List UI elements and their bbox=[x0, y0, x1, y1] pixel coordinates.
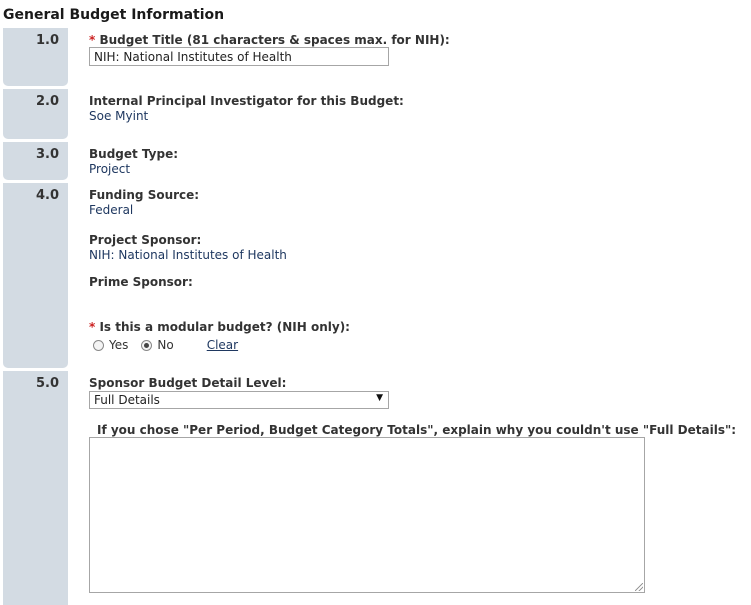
funding-source-label: Funding Source: bbox=[89, 188, 200, 202]
modular-budget-label bbox=[89, 320, 350, 334]
section-title: General Budget Information bbox=[3, 7, 225, 23]
budget-title-input[interactable]: NIH: National Institutes of Health bbox=[89, 47, 389, 66]
project-sponsor-label: Project Sponsor: bbox=[89, 233, 202, 247]
resize-grip-icon[interactable] bbox=[635, 583, 643, 591]
modular-clear-link[interactable]: Clear bbox=[206, 338, 239, 352]
budget-title-label bbox=[89, 33, 450, 47]
explain-label: If you chose "Per Period, Budget Category Totals", explain why you couldn't use "Full Details": bbox=[97, 423, 737, 437]
modular-yes-radio[interactable] bbox=[93, 340, 104, 351]
investigator-value: Soe Myint bbox=[89, 109, 149, 123]
investigator-label: Internal Principal Investigator for this Budget: bbox=[89, 94, 404, 108]
item-number-1: 1.0 bbox=[36, 33, 60, 48]
item-4-column bbox=[3, 183, 68, 368]
project-sponsor-value: NIH: National Institutes of Health bbox=[89, 248, 287, 262]
budget-type-label: Budget Type: bbox=[89, 147, 179, 161]
item-5-column bbox=[3, 371, 68, 605]
detail-level-label: Sponsor Budget Detail Level: bbox=[89, 376, 287, 390]
funding-source-value: Federal bbox=[89, 203, 134, 217]
modular-no-radio[interactable] bbox=[141, 340, 152, 351]
dropdown-arrow-icon: ▼ bbox=[376, 393, 383, 403]
modular-yes-label[interactable]: Yes bbox=[109, 338, 129, 352]
explain-textarea[interactable] bbox=[89, 437, 645, 593]
item-number-2: 2.0 bbox=[36, 94, 60, 109]
budget-title-label-text: Budget Title (81 characters & spaces max. for NIH): bbox=[99, 33, 450, 47]
detail-level-selected: Full Details bbox=[94, 393, 160, 407]
prime-sponsor-label: Prime Sponsor: bbox=[89, 275, 193, 289]
required-marker: * bbox=[89, 33, 96, 47]
item-number-3: 3.0 bbox=[36, 147, 60, 162]
modular-no-label[interactable]: No bbox=[157, 338, 174, 352]
required-marker: * bbox=[89, 320, 96, 334]
item-number-4: 4.0 bbox=[36, 188, 60, 203]
modular-budget-options bbox=[93, 338, 238, 352]
detail-level-select[interactable] bbox=[89, 391, 389, 409]
modular-budget-label-text: Is this a modular budget? (NIH only): bbox=[99, 320, 350, 334]
item-number-5: 5.0 bbox=[36, 376, 60, 391]
budget-type-value: Project bbox=[89, 162, 131, 176]
